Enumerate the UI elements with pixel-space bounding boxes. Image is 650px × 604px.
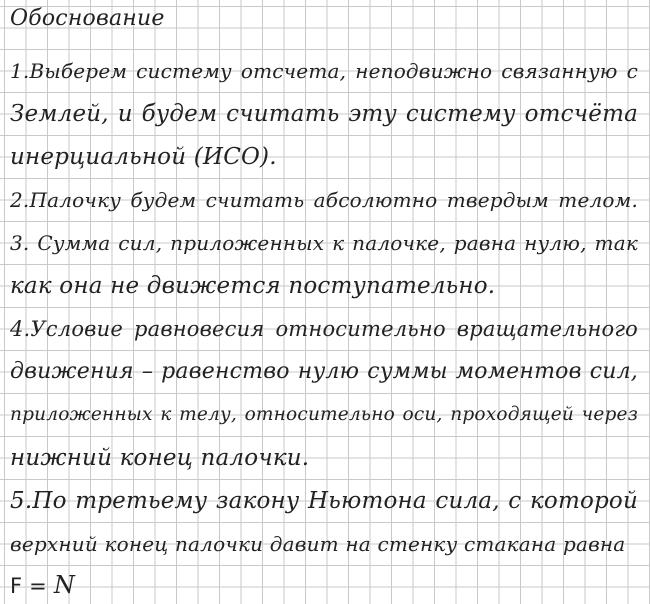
page-title: Обоснование [10,6,165,31]
text-line-9: приложенных к телу, относительно оси, проходящей через [10,404,638,425]
text-line-3: инерциальной (ИСО). [10,144,277,170]
text-line-2: Землей, и будем считать эту систему отсчёта [10,101,638,127]
formula-right: N [53,571,76,599]
text-line-12: верхний конец палочки давит на стенку стакана равна [10,532,626,556]
text-line-7: 4.Условие равновесия относительно вращательного [10,317,638,341]
text-line-4: 2.Палочку будем считать абсолютно твердым телом. [10,188,638,212]
formula-line [10,570,638,601]
text-line-5: 3. Сумма сил, приложенных к палочке, равна нулю, так [10,231,638,255]
text-line-10: нижний конец палочки. [10,445,310,471]
text-line-11: 5.По третьему закону Ньютона сила, с которой [10,488,638,514]
text-line-8: движения – равенство нулю суммы моментов сил, [10,359,638,384]
formula-left: F = [10,574,47,598]
text-line-6: как она не движется поступательно. [10,273,496,299]
text-line-1: 1.Выберем систему отсчета, неподвижно связанную с [10,59,638,83]
